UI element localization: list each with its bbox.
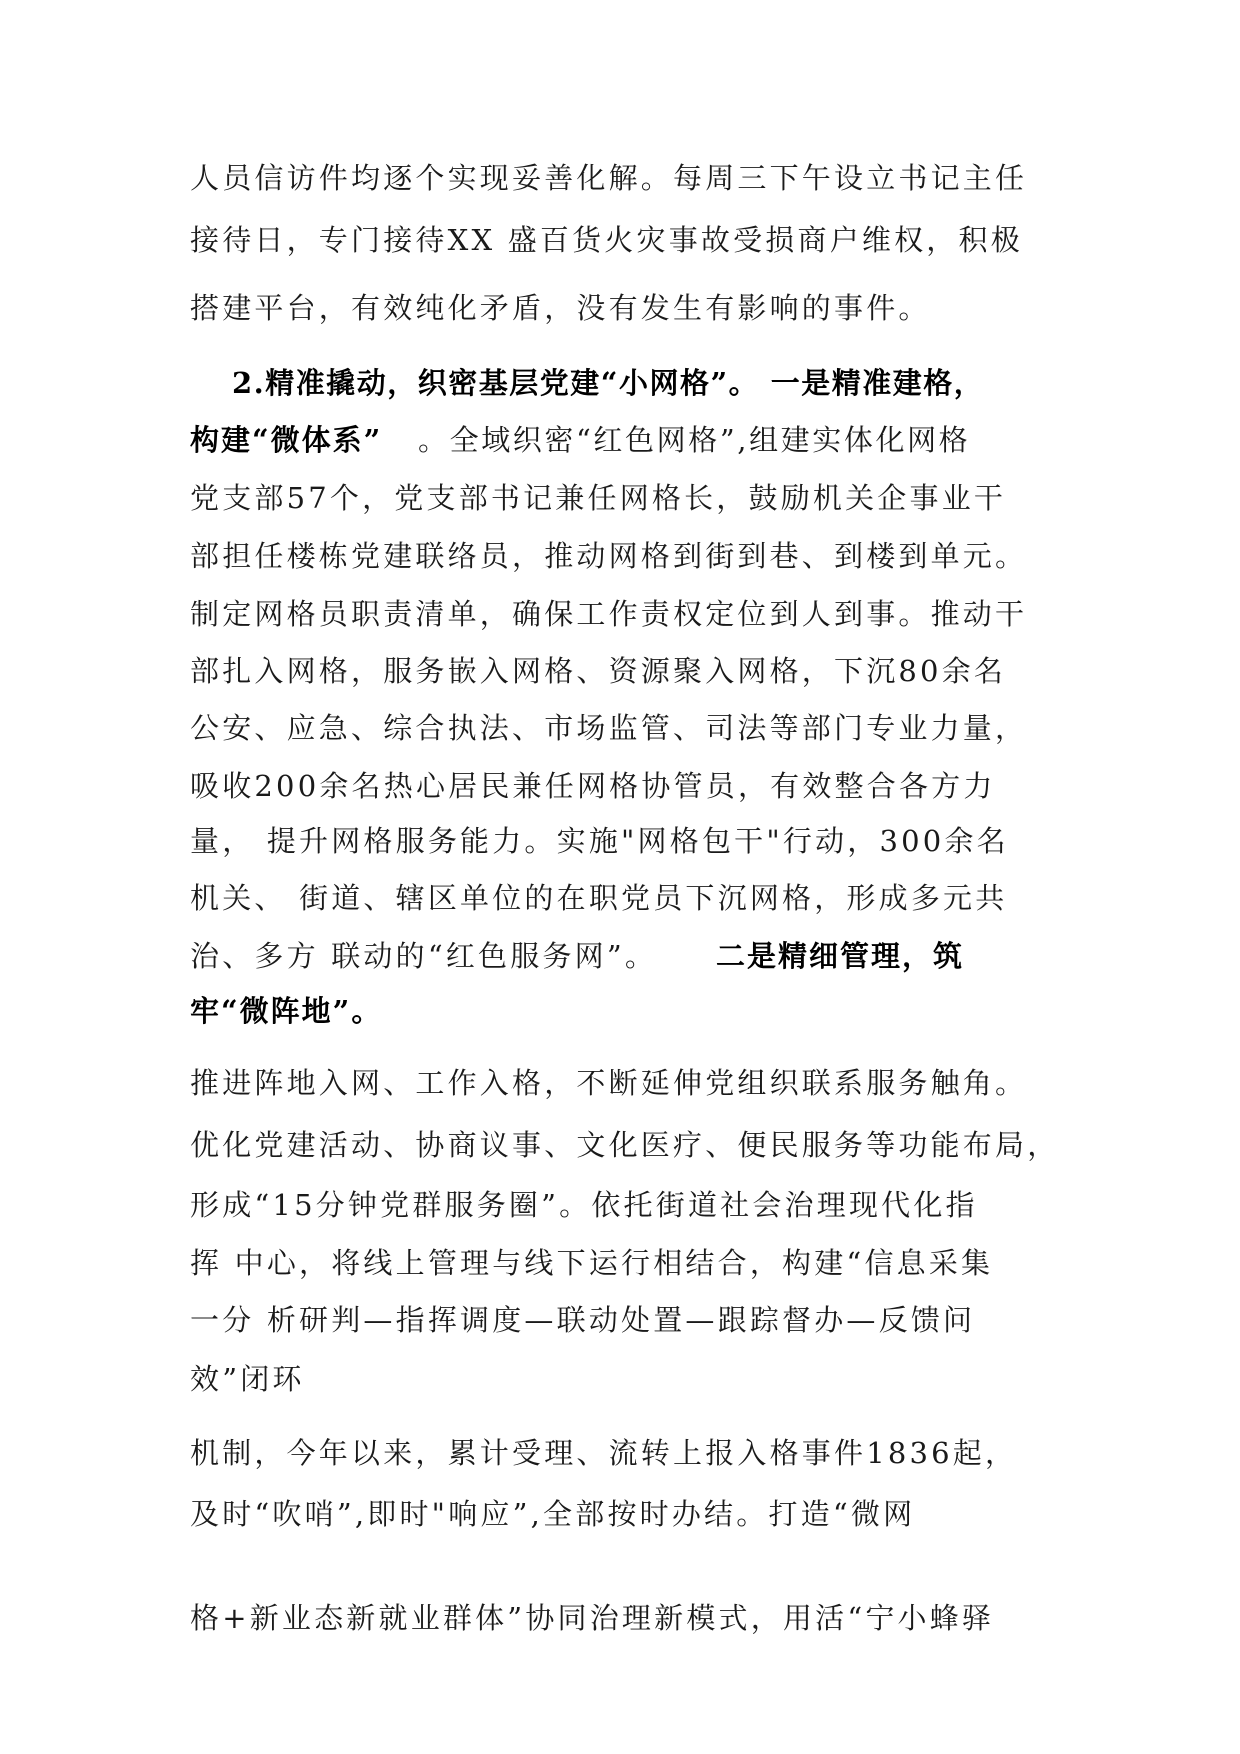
text-line: 党支部57个，党支部书记兼任网格长，鼓励机关企事业干 — [190, 481, 1007, 515]
text-line: 量， 提升网格服务能力。实施"网格包干"行动，300余名 — [190, 824, 1009, 858]
text-line: 制定网格员职责清单，确保工作责权定位到人到事。推动干 — [190, 597, 1028, 631]
text-line: 治、多方 联动的“红色服务网”。 — [190, 939, 658, 973]
text-line: 形成“15分钟党群服务圈”。依托街道社会治理现代化指 — [190, 1188, 978, 1222]
text-line: 效”闭环 — [190, 1362, 305, 1396]
subheading: 二是精细管理，筑 — [716, 939, 965, 973]
text-line: 及时“吹哨”,即时"响应”,全部按时办结。打造“微网 — [190, 1497, 916, 1531]
subheading: 构建“微体系” — [190, 423, 383, 457]
text-line: 挥 中心，将线上管理与线下运行相结合，构建“信息采集 — [190, 1246, 994, 1280]
subheading: 牢“微阵地”。 — [190, 994, 383, 1028]
text-line: 推进阵地入网、工作入格，不断延伸党组织联系服务触角。 — [190, 1066, 1028, 1100]
section-heading: 2.精准撬动，织密基层党建“小网格”。 一是精准建格， — [232, 366, 985, 400]
text-line: 吸收200余名热心居民兼任网格协管员，有效整合各方力 — [190, 769, 996, 803]
text-line: 格+新业态新就业群体”协同治理新模式，用活“宁小蜂驿 — [190, 1601, 995, 1635]
text-line: 接待日，专门接待XX 盛百货火灾事故受损商户维权，积极 — [190, 223, 1023, 257]
text-line: 公安、应急、综合执法、市场监管、司法等部门专业力量， — [190, 711, 1028, 745]
text-line: 搭建平台，有效纯化矛盾，没有发生有影响的事件。 — [190, 291, 931, 325]
text-line: 机关、 街道、辖区单位的在职党员下沉网格，形成多元共 — [190, 881, 1008, 915]
text-line: 部扎入网格，服务嵌入网格、资源聚入网格，下沉80余名 — [190, 654, 1007, 688]
text-line: 一分 析研判—指挥调度—联动处置—跟踪督办—反馈问 — [190, 1303, 976, 1337]
text-line: 人员信访件均逐个实现妥善化解。每周三下午设立书记主任 — [190, 161, 1028, 195]
text-line: 机制，今年以来，累计受理、流转上报入格事件1836起， — [190, 1436, 1018, 1470]
text-line: 优化党建活动、协商议事、文化医疗、便民服务等功能布局， — [190, 1128, 1060, 1162]
text-line: 。全域织密“红色网格”,组建实体化网格 — [418, 423, 971, 457]
text-line: 部担任楼栋党建联络员，推动网格到街到巷、到楼到单元。 — [190, 539, 1028, 573]
